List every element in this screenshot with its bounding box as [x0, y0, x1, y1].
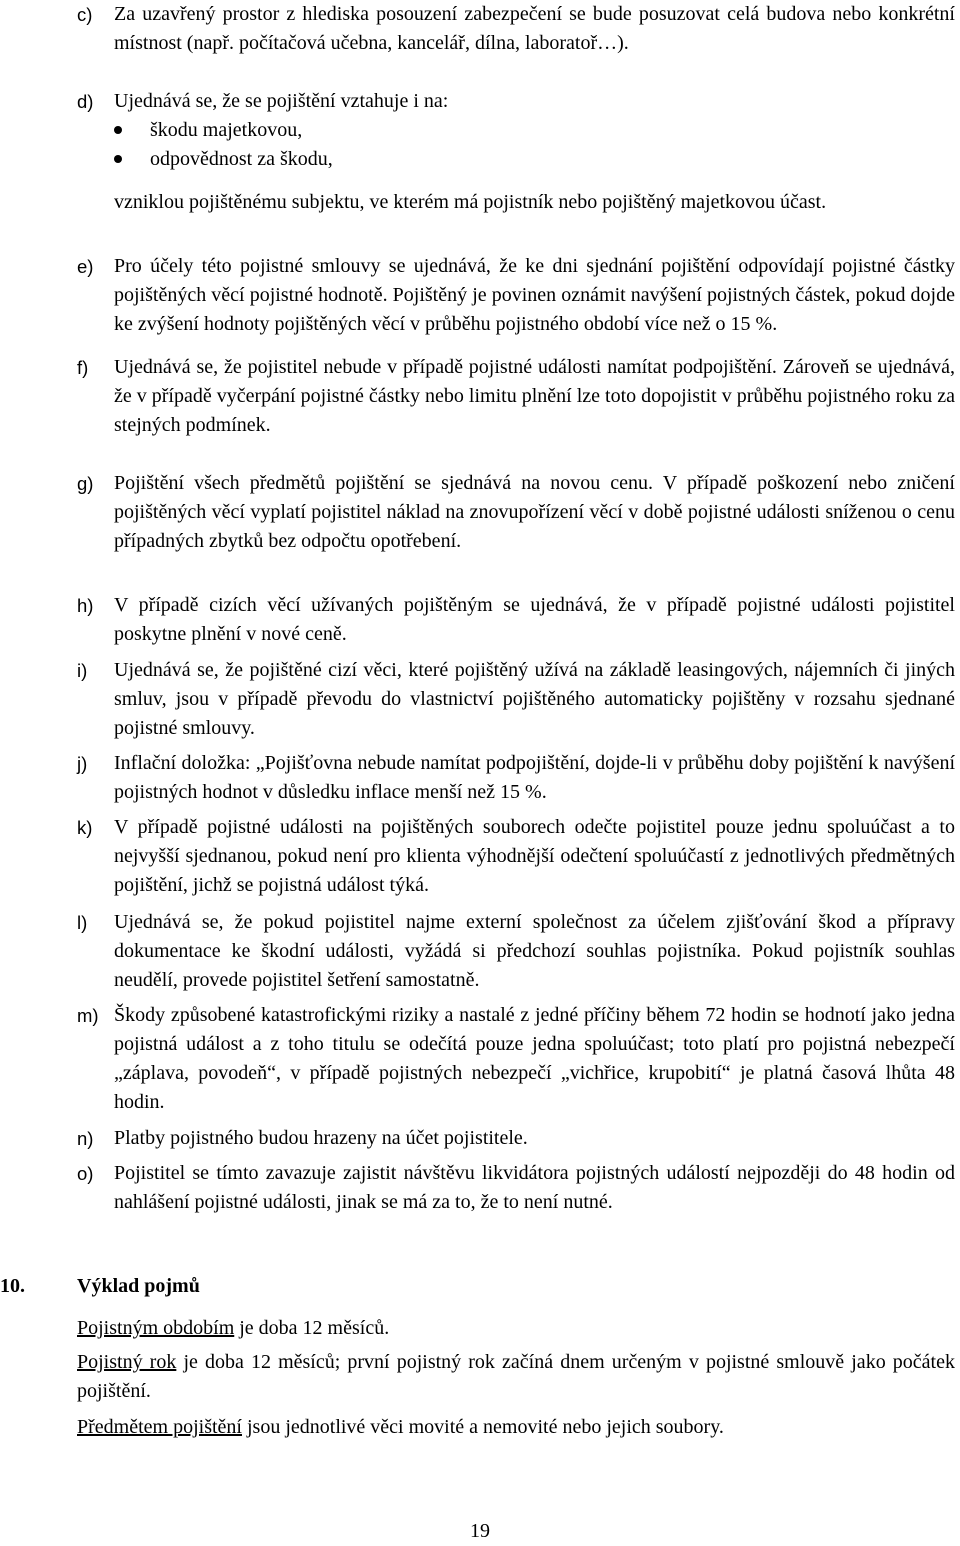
definition-term: Předmětem pojištění [77, 1416, 242, 1438]
section-number: 10. [0, 1275, 25, 1297]
clause-text: Inflační doložka: „Pojišťovna nebude namítat podpojištění, dojde-li v průběhu doby pojištění k navýšení pojistných hodnot v důsledku inflace menší než 15 %. [114, 752, 955, 803]
clause-label: c) [77, 4, 93, 25]
definition-pojistny-rok [77, 1348, 955, 1406]
clause-label: j) [77, 753, 88, 774]
clause-text: Pro účely této pojistné smlouvy se ujednává, že ke dni sjednání pojištění odpovídají pojistné částky pojištěných věcí pojistné hodnotě. Pojištěný je povinen oznámit navýšení pojistných částek, pokud dojde ke zvýšení hodnoty pojištěných věcí v průběhu pojistného období více než o 15 %. [114, 255, 955, 335]
clause-text: Ujednává se, že pojistitel nebude v případě pojistné události namítat podpojištění. Zároveň se ujednává, že v případě vyčerpání pojistné částky nebo limitu plnění lze toto dopojistit v průběhu pojistného roku za stejných podmínek. [114, 356, 955, 436]
clause-intro: Ujednává se, že se pojištění vztahuje i na: [114, 90, 449, 112]
definition-predmet-pojisteni [77, 1413, 955, 1442]
clause-label: m) [77, 1005, 99, 1026]
bullet-list [114, 116, 955, 174]
definition-text: je doba 12 měsíců. [234, 1317, 390, 1339]
definition-text: jsou jednotlivé věci movité a nemovité nebo jejich soubory. [241, 1416, 724, 1438]
definition-text: je doba 12 měsíců; první pojistný rok začíná dnem určeným v pojistné smlouvě jako počátek pojištění. [77, 1351, 955, 1402]
clause-text: V případě cizích věcí užívaných pojištěným se ujednává, že v případě pojistné události pojistitel poskytne plnění v nové ceně. [114, 594, 955, 645]
clause-label: g) [77, 473, 94, 494]
definition-term: Pojistný rok [77, 1351, 177, 1373]
definition-term: Pojistným obdobím [77, 1317, 235, 1339]
clause-label: f) [77, 357, 89, 378]
list-item: odpovědnost za škodu, [114, 145, 955, 174]
clause-outro: vzniklou pojištěnému subjektu, ve kterém má pojistník nebo pojištěný majetkovou účast. [114, 191, 827, 213]
bullet-icon [114, 155, 122, 163]
list-item: škodu majetkovou, [114, 116, 955, 145]
clause-text: Ujednává se, že pokud pojistitel najme externí společnost za účelem zjišťování škod a přípravy dokumentace ke škodní události, vyžádá si předchozí souhlas pojistníka. Pokud pojistník souhlas neudělí, provede pojistitel šetření samostatně. [114, 911, 955, 991]
clause-text: Ujednává se, že pojištěné cizí věci, které pojištěný užívá na základě leasingových, nájemních či jiných smluv, jsou v případě převodu do vlastnictví pojištěného automaticky pojištěny v rozsahu sjednané pojistné smlouvy. [114, 659, 955, 739]
bullet-icon [114, 126, 122, 134]
clause-label: n) [77, 1128, 94, 1149]
clause-label: i) [77, 660, 88, 681]
clause-label: l) [77, 912, 88, 933]
clause-label: e) [77, 256, 94, 277]
clause-label: d) [77, 91, 94, 112]
section-title: Výklad pojmů [77, 1275, 200, 1297]
clause-text: Pojistitel se tímto zavazuje zajistit návštěvu likvidátora pojistných událostí nejpozději do 48 hodin od nahlášení pojistné události, jinak se má za to, že to není nutné. [114, 1162, 955, 1213]
clause-text: Za uzavřený prostor z hlediska posouzení zabezpečení se bude posuzovat celá budova nebo konkrétní místnost (např. počítačová učebna, kancelář, dílna, laboratoř…). [114, 3, 955, 54]
clause-text: Pojištění všech předmětů pojištění se sjednává na novou cenu. V případě poškození nebo zničení pojištěných věcí vyplatí pojistitel náklad na znovupořízení věcí v době pojistné události sníženou o cenu případných zbytků bez odpočtu opotřebení. [114, 472, 955, 552]
clause-text: Platby pojistného budou hrazeny na účet pojistitele. [114, 1127, 528, 1149]
clause-label: h) [77, 595, 94, 616]
page-number: 19 [470, 1520, 490, 1542]
clause-label: k) [77, 817, 93, 838]
clause-text: Škody způsobené katastrofickými riziky a nastalé z jedné příčiny během 72 hodin se hodnotí jako jedna pojistná událost a z toho titulu se odečítá pouze jedna spoluúčast; toto platí pro pojistná nebezpečí „záplava, povodeň“, v případě pojistných nebezpečí „vichřice, krupobití“ je platná časová lhůta 48 hodin. [114, 1004, 955, 1113]
clause-text: V případě pojistné události na pojištěných souborech odečte pojistitel pouze jednu spoluúčast a to nejvyšší sjednanou, pokud není pro klienta výhodnější odečtení spoluúčastí z jednotlivých předmětných pojištění, jichž se pojistná událost týká. [114, 816, 955, 896]
clause-label: o) [77, 1163, 94, 1184]
definition-pojistne-obdobi [77, 1314, 955, 1343]
